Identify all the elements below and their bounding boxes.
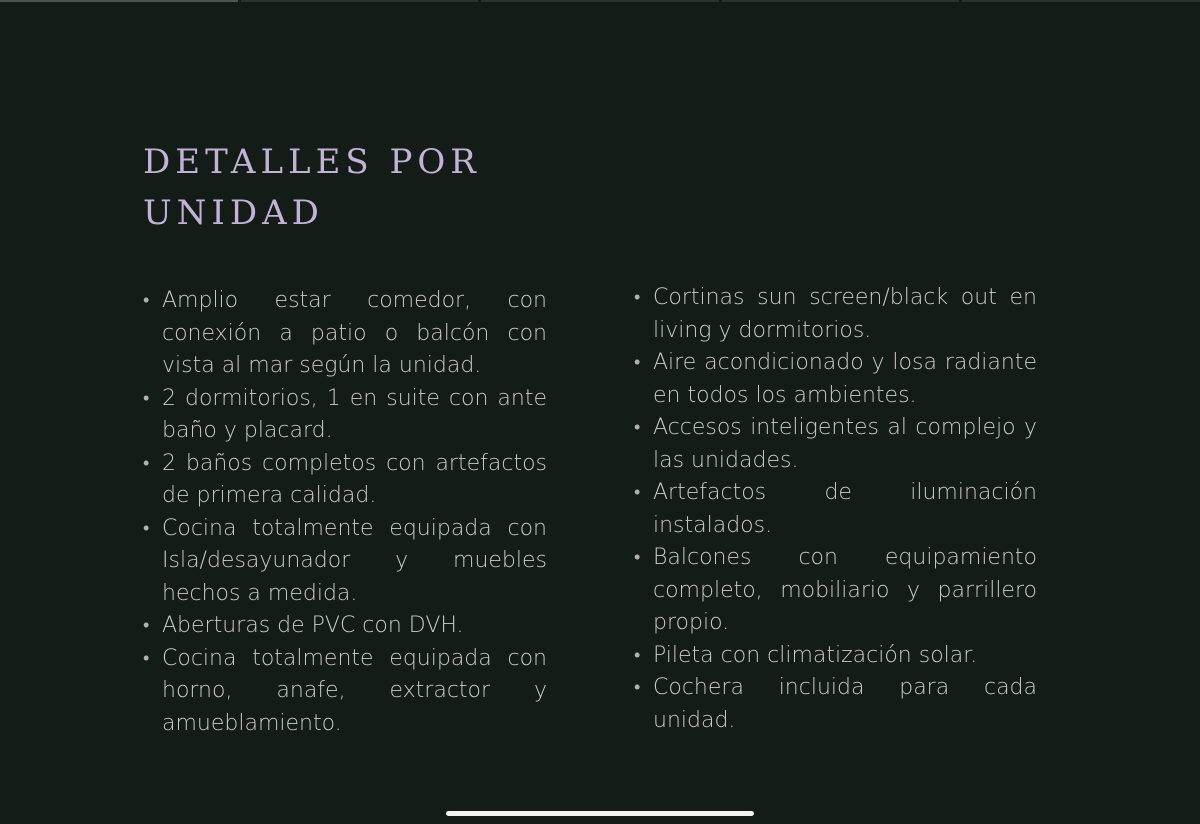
progress-segment	[481, 0, 719, 2]
progress-segment	[962, 0, 1200, 2]
home-indicator[interactable]	[446, 811, 754, 816]
list-item-text: Artefactos de iluminación instalados.	[653, 480, 1037, 538]
list-item	[143, 643, 547, 741]
list-item	[143, 383, 547, 448]
bullet-icon: •	[143, 517, 150, 539]
list-item-text: Aberturas de PVC con DVH.	[162, 613, 464, 638]
bullet-icon: •	[634, 547, 641, 568]
bullet-icon: •	[634, 417, 641, 438]
list-item-text: Amplio estar comedor, con conexión a patio o balcón con vista al mar según la unidad.	[162, 288, 547, 378]
page-progress-strip	[0, 0, 1200, 2]
bullet-icon: •	[634, 352, 641, 373]
list-item-text: Cocina totalmente equipada con Isla/desayunador y muebles hechos a medida.	[162, 515, 547, 606]
list-item	[634, 542, 1037, 640]
list-item-text: 2 dormitorios, 1 en suite con ante baño y placard.	[162, 385, 547, 443]
list-item	[634, 477, 1037, 542]
list-item-text: Aire acondicionado y losa radiante en todos los ambientes.	[653, 350, 1037, 408]
bullet-icon: •	[634, 287, 641, 308]
bullet-icon: •	[143, 647, 150, 669]
list-item	[143, 610, 547, 643]
list-item	[143, 285, 547, 383]
list-item-text: Cochera incluida para cada unidad.	[653, 675, 1037, 733]
list-item-text: Accesos inteligentes al complejo y las unidades.	[653, 415, 1037, 473]
bullet-icon: •	[143, 615, 150, 636]
list-item-text: Cocina totalmente equipada con horno, anafe, extractor y amueblamiento.	[162, 645, 547, 736]
features-list-right	[634, 282, 1037, 737]
list-item	[634, 282, 1037, 347]
bullet-icon: •	[634, 482, 641, 503]
list-item	[634, 640, 1037, 673]
list-item	[634, 412, 1037, 477]
list-item-text: 2 baños completos con artefactos de primera calidad.	[162, 450, 547, 508]
list-item	[634, 347, 1037, 412]
bullet-icon: •	[634, 644, 641, 666]
page-title: DETALLES POR UNIDAD	[143, 142, 481, 233]
bullet-icon: •	[634, 677, 641, 698]
list-item-text: Pileta con climatización solar.	[653, 642, 978, 668]
features-list-left	[143, 285, 547, 740]
progress-segment	[722, 0, 960, 2]
bullet-icon: •	[143, 452, 150, 474]
bullet-icon: •	[143, 290, 150, 311]
list-item-text: Balcones con equipamiento completo, mobiliario y parrillero propio.	[653, 545, 1037, 635]
bullet-icon: •	[143, 387, 150, 409]
progress-segment	[0, 0, 238, 2]
list-item	[634, 672, 1037, 737]
list-item	[143, 513, 547, 611]
progress-segment	[241, 0, 479, 2]
list-item	[143, 448, 547, 513]
list-item-text: Cortinas sun screen/black out en living y dormitorios.	[653, 285, 1037, 343]
